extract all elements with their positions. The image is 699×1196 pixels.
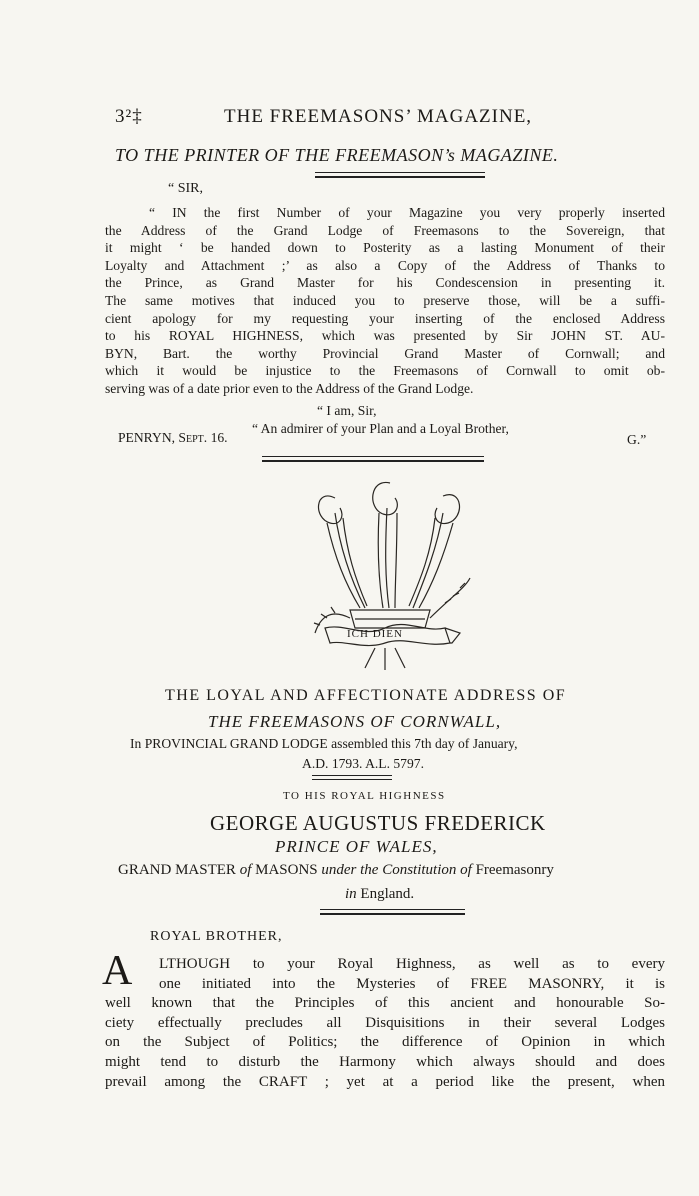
divider — [315, 172, 485, 173]
letter-closing: “ I am, Sir, — [317, 403, 377, 418]
letter-line: The same motives that induced you to preserve those, will be a suffi- — [105, 292, 665, 308]
role-text: of — [239, 862, 252, 878]
body-line: prevail among the CRAFT ; yet at a period like the present, when — [105, 1073, 665, 1090]
body-line: well known that the Principles of this ancient and honourable So- — [105, 995, 665, 1012]
role-text: of — [460, 862, 472, 878]
address-assembly-line: In PROVINCIAL GRAND LODGE assembled this 7th day of January, — [130, 736, 518, 751]
letter-salutation: “ SIR, — [168, 181, 203, 196]
letter-line: to his ROYAL HIGHNESS, which was presented by Sir JOHN ST. AU- — [105, 328, 665, 344]
letter-line: “ IN the first Number of your Magazine you very properly inserted — [149, 205, 665, 220]
letter-place-date: PENRYN, Sept. 16. — [118, 430, 228, 445]
letter-line: cient apology for my requesting your inserting of the enclosed Address — [105, 310, 665, 326]
letter-body — [105, 204, 665, 398]
letter-line: the Prince, as Grand Master for his Condescension in presenting it. — [105, 275, 665, 291]
address-date-line: A.D. 1793. A.L. 5797. — [302, 756, 424, 771]
body-line: LTHOUGH to your Royal Highness, as well as to every — [159, 956, 665, 972]
divider — [320, 913, 465, 915]
address-to-line: TO HIS ROYAL HIGHNESS — [283, 790, 446, 802]
address-body — [102, 948, 665, 1092]
letter-line: it might ‘ be handed down to Posterity as a lasting Monument of their — [105, 240, 665, 256]
role-text: MASONS — [255, 862, 318, 878]
divider — [262, 456, 484, 457]
role-text: Freemasonry — [475, 862, 554, 878]
role-text: in — [345, 886, 357, 902]
crest-motto: ICH DIEN — [347, 628, 403, 640]
letter-line: the Address of the Grand Lodge of Freemasons to the Sovereign, that — [105, 222, 665, 238]
divider — [312, 779, 392, 780]
role-text: GRAND MASTER — [118, 862, 236, 878]
body-line: ciety effectually precludes all Disquisitions in their several Lodges — [105, 1014, 665, 1031]
address-recipient-role-line-2 — [345, 886, 414, 903]
letter-heading: TO THE PRINTER OF THE FREEMASON’s MAGAZINE. — [115, 145, 559, 165]
role-text: under the Constitution — [321, 862, 457, 878]
body-line: on the Subject of Politics; the difference of Opinion in which — [105, 1034, 665, 1051]
body-line: one initiated into the Mysteries of FREE MASONRY, it is — [159, 975, 665, 992]
role-text: England. — [360, 886, 415, 902]
divider — [315, 176, 485, 178]
letter-line: Loyalty and Attachment ;’ as also a Copy of the Address of Thanks to — [105, 257, 665, 273]
prince-of-wales-feathers-icon — [305, 478, 475, 678]
letter-line: BYN, Bart. the worthy Provincial Grand Master of Cornwall; and — [105, 345, 665, 361]
divider — [320, 909, 465, 910]
address-greeting: ROYAL BROTHER, — [150, 929, 283, 944]
letter-signature: G.” — [627, 432, 647, 447]
body-line: might tend to disturb the Harmony which always should and does — [105, 1053, 665, 1070]
letter-line: which it would be injustice to the Freemasons of Cornwall to omit ob- — [105, 363, 665, 379]
page-number: 3²‡ — [115, 106, 143, 127]
letter-closing: “ An admirer of your Plan and a Loyal Brother, — [252, 421, 509, 436]
divider — [312, 775, 392, 776]
address-recipient-role — [118, 862, 663, 879]
address-title-line-2: THE FREEMASONS OF CORNWALL, — [208, 712, 502, 731]
address-recipient-title: PRINCE OF WALES, — [275, 837, 438, 856]
divider — [262, 460, 484, 462]
address-title-line-1: THE LOYAL AND AFFECTIONATE ADDRESS OF — [165, 687, 567, 704]
address-recipient-name: GEORGE AUGUSTUS FREDERICK — [210, 811, 546, 835]
magazine-title: THE FREEMASONS’ MAGAZINE, — [224, 106, 533, 127]
drop-cap: A — [102, 948, 133, 994]
letter-line: serving was of a date prior even to the Address of the Grand Lodge. — [105, 380, 474, 396]
